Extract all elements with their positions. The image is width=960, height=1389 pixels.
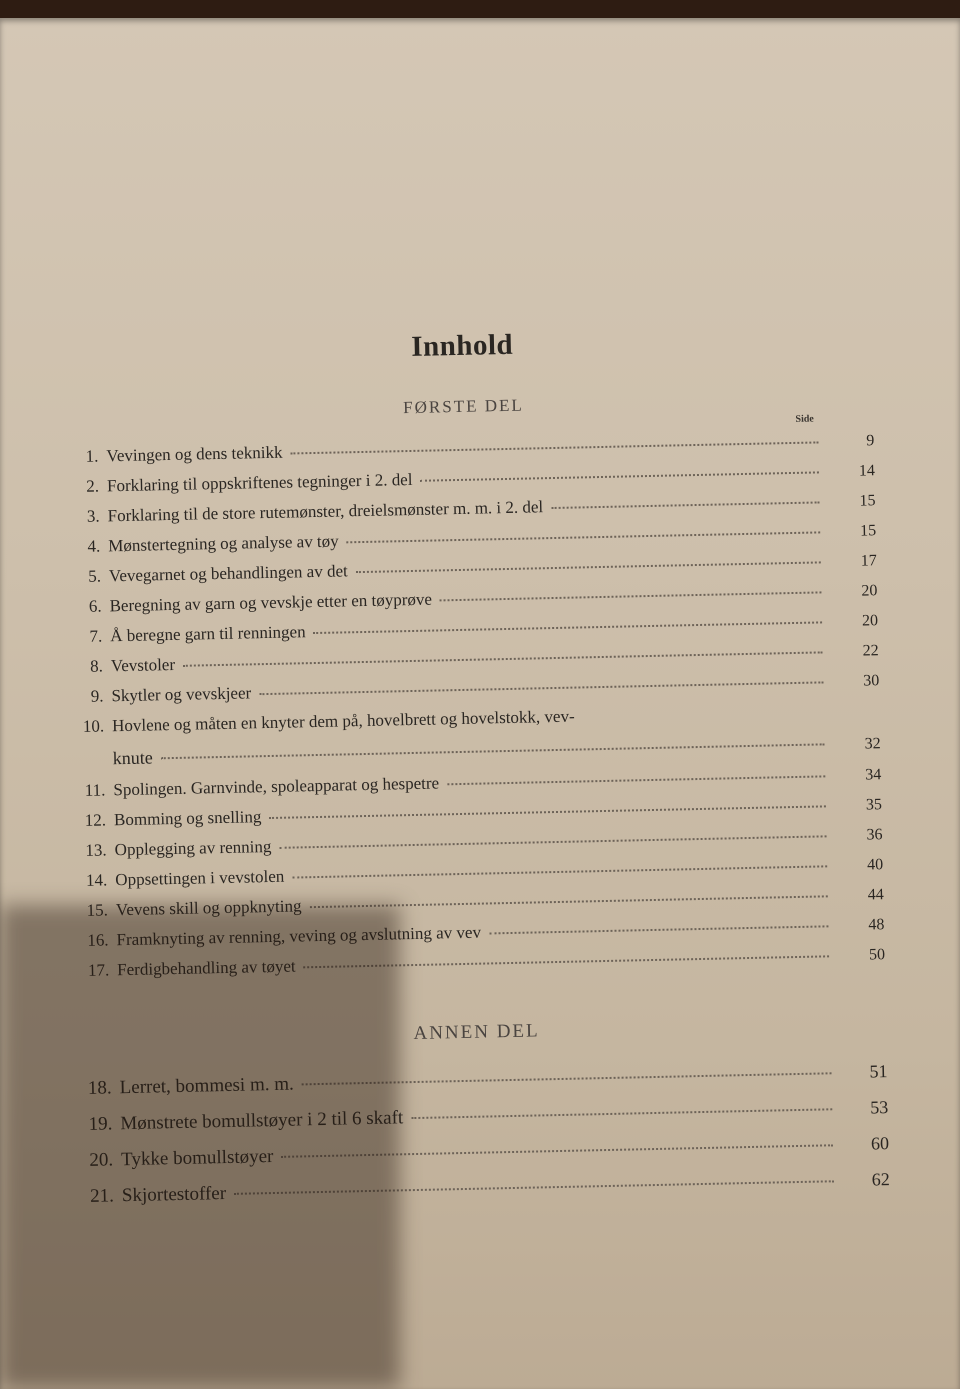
entry-page: 20	[861, 582, 878, 600]
entry-number: 20.	[89, 1149, 114, 1171]
entry-title: Spolingen. Garnvinde, spoleapparat og hespetre	[113, 773, 440, 800]
dot-leader	[259, 680, 823, 695]
entry-number: 19.	[88, 1113, 113, 1135]
entry-title: Skytler og vevskjeer	[111, 683, 252, 706]
dot-leader	[356, 560, 821, 573]
entry-title: Lerret, bommesi m. m.	[119, 1073, 294, 1099]
dot-leader	[279, 834, 826, 848]
dot-leader	[292, 864, 827, 878]
dot-leader	[420, 470, 819, 481]
dot-leader	[183, 650, 823, 666]
entry-number: 3.	[86, 506, 100, 526]
entry-page: 44	[867, 886, 884, 904]
entry-page: 9	[866, 432, 875, 450]
entry-title: Opplegging av renning	[114, 836, 272, 860]
entry-title: Skjortestoffer	[121, 1183, 227, 1207]
entry-page: 53	[870, 1097, 889, 1118]
entry-number: 4.	[87, 536, 101, 556]
dot-leader	[290, 440, 818, 454]
entry-page: 62	[871, 1169, 890, 1190]
entry-page: 20	[861, 612, 879, 630]
entry-number: 5.	[88, 566, 102, 586]
entry-title: Beregning av garn og vevskje etter en tøyprøve	[109, 589, 433, 616]
dot-leader	[489, 924, 828, 934]
entry-title: Mønstertegning og analyse av tøy	[108, 531, 339, 556]
entry-page: 40	[866, 856, 884, 874]
entry-page: 17	[860, 552, 877, 570]
entry-page: 36	[866, 826, 883, 844]
entry-title: Vevingen og dens teknikk	[106, 442, 283, 466]
entry-number: 9.	[90, 686, 104, 706]
entry-page: 48	[868, 916, 885, 934]
entry-page: 15	[859, 492, 876, 510]
entry-title: Bomming og snelling	[113, 807, 262, 830]
dot-leader	[269, 804, 826, 819]
entry-page: 51	[869, 1061, 888, 1082]
entry-title: Ferdigbehandling av tøyet	[116, 956, 296, 980]
entry-title: Vevens skill og oppknyting	[115, 896, 302, 920]
entry-number: 17.	[87, 960, 110, 980]
part-one-entries	[54, 425, 885, 986]
dot-leader	[161, 742, 825, 759]
part-two-heading: ANNEN DEL	[413, 1020, 540, 1045]
entry-number: 12.	[84, 810, 107, 830]
entry-number: 7.	[89, 626, 103, 646]
part-one	[53, 388, 885, 986]
entry-number: 13.	[85, 840, 107, 860]
entry-title: Vevegarnet og behandlingen av det	[108, 561, 348, 586]
entry-number: 6.	[88, 596, 102, 616]
entry-title: Tykke bomullstøyer	[120, 1146, 274, 1171]
dot-leader	[440, 590, 822, 601]
dot-leader	[347, 530, 821, 543]
entry-number: 18.	[87, 1077, 112, 1099]
entry-page: 34	[865, 766, 882, 784]
entry-page: 14	[858, 462, 876, 480]
entry-title: Mønstrete bomullstøyer i 2 til 6 skaft	[120, 1107, 404, 1135]
entry-number: 15.	[86, 900, 109, 920]
entry-title: Vevstoler	[110, 654, 176, 676]
entry-number: 16.	[87, 930, 109, 950]
entry-page: 32	[864, 735, 881, 753]
page-title: Innhold	[410, 328, 514, 363]
entry-title-continued: knute	[112, 747, 153, 769]
page-column-label: Side	[795, 413, 814, 425]
entry-title: Framknyting av renning, veving og avslutning av vev	[116, 922, 482, 950]
dot-leader	[314, 620, 823, 634]
entry-page: 60	[870, 1133, 890, 1154]
entry-page: 30	[863, 672, 880, 690]
entry-page: 22	[862, 642, 879, 660]
entry-title: Å beregne garn til renningen	[110, 622, 306, 646]
entry-title: Forklaring til oppskriftenes tegninger i 2. del	[106, 469, 413, 496]
dot-leader	[447, 774, 825, 785]
part-one-heading: FØRSTE DEL	[402, 395, 524, 418]
hand-shadow	[0, 905, 400, 1389]
entry-title: Forklaring til de store rutemønster, dreielsmønster m. m. i 2. del	[107, 497, 544, 526]
entry-number: 1.	[85, 446, 99, 466]
entry-number: 21.	[89, 1185, 115, 1207]
entry-number: 2.	[86, 476, 100, 496]
entry-number: 11.	[84, 780, 106, 800]
entry-page: 35	[865, 796, 883, 814]
entry-title: Hovlene og måten en knyter dem på, hovelbrett og hovelstokk, vev-	[111, 706, 575, 736]
entry-title: Oppsettingen i vevstolen	[115, 866, 285, 890]
entry-number: 10.	[82, 716, 105, 736]
entry-number: 14.	[85, 870, 108, 890]
entry-page: 15	[859, 522, 877, 540]
dot-leader	[551, 500, 819, 509]
entry-page: 50	[868, 946, 886, 964]
entry-number: 8.	[89, 656, 104, 676]
dot-leader	[411, 1107, 832, 1119]
